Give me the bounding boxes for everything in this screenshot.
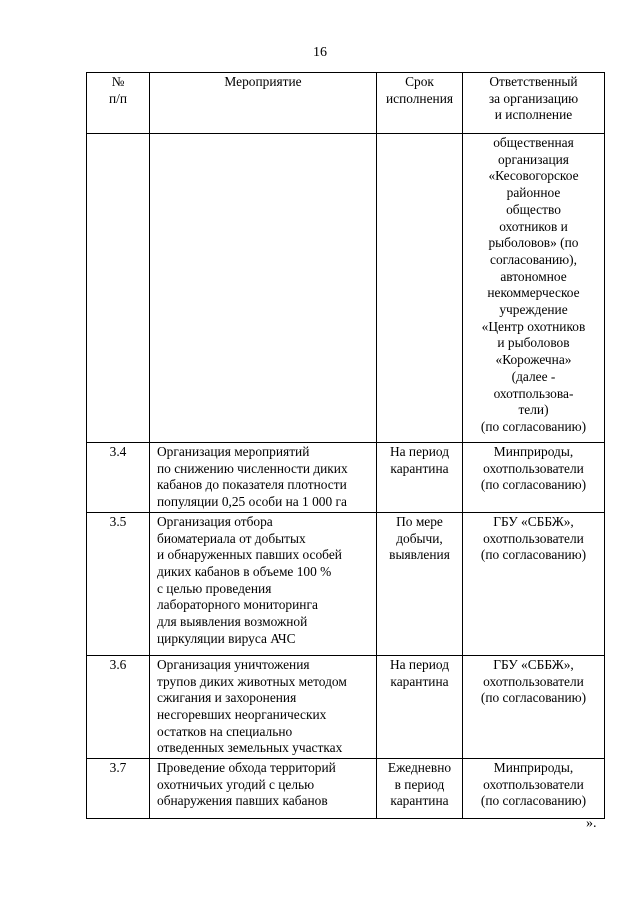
row-responsible bbox=[463, 443, 605, 513]
cell-line: районное bbox=[506, 185, 561, 201]
row-deadline bbox=[377, 512, 463, 655]
row-number bbox=[87, 134, 150, 443]
row-responsible bbox=[463, 655, 605, 758]
row-number: 3.5 bbox=[87, 512, 150, 655]
cell-line: некоммерческое bbox=[487, 285, 580, 301]
cell-line: и обнаруженных павших особей bbox=[157, 547, 342, 563]
cell-line: Срок bbox=[405, 74, 434, 89]
row-deadline bbox=[377, 655, 463, 758]
cell-line: кабанов до показателя плотности bbox=[157, 477, 347, 493]
cell-line: ГБУ «СББЖ», bbox=[493, 656, 574, 672]
cell-line: трупов диких животных методом bbox=[157, 673, 347, 689]
cell-line: На период bbox=[389, 656, 450, 672]
cell-line: биоматериала от добытых bbox=[157, 530, 306, 546]
cell-line: (по согласованию) bbox=[480, 418, 587, 434]
cell-line: с целью проведения bbox=[157, 580, 272, 596]
cell-line: (по согласованию) bbox=[480, 690, 587, 706]
cell-line: исполнения bbox=[385, 90, 454, 106]
cell-line: ГБУ «СББЖ», bbox=[493, 513, 574, 529]
cell-line: Организация уничтожения bbox=[157, 656, 310, 672]
cell-line: циркуляции вируса АЧС bbox=[157, 630, 296, 646]
cell-line: № bbox=[111, 74, 125, 89]
cell-line: за организацию bbox=[488, 90, 579, 106]
cell-line: охотничьих угодий с целью bbox=[157, 776, 315, 792]
cell-line: организация bbox=[498, 151, 569, 167]
closing-quote-mark: ». bbox=[586, 816, 597, 831]
cell-line: карантина bbox=[390, 793, 449, 809]
row-deadline bbox=[377, 759, 463, 819]
cell-line: охотпользова- bbox=[493, 385, 574, 401]
cell-line: (далее - bbox=[511, 368, 556, 384]
row-responsible bbox=[463, 759, 605, 819]
cell-line: учреждение bbox=[499, 302, 568, 318]
row-number: 3.7 bbox=[87, 759, 150, 819]
cell-line: «Центр охотников bbox=[481, 318, 586, 334]
cell-line: в период bbox=[394, 776, 445, 792]
cell-line: и рыболовов bbox=[497, 335, 570, 351]
cell-line: охотпользователи bbox=[483, 673, 584, 689]
table-row bbox=[87, 655, 605, 758]
cell-line: Ежедневно bbox=[387, 760, 452, 776]
table-row bbox=[87, 759, 605, 819]
row-event bbox=[150, 512, 377, 655]
cell-line: Организация мероприятий bbox=[157, 444, 310, 459]
cell-line: охотников и bbox=[499, 218, 568, 234]
cell-line: выявления bbox=[389, 547, 450, 563]
cell-line: Минприроды, bbox=[493, 444, 574, 459]
header-responsible bbox=[463, 73, 605, 134]
row-number: 3.4 bbox=[87, 443, 150, 513]
cell-line: охотпользователи bbox=[483, 460, 584, 476]
row-event bbox=[150, 759, 377, 819]
cell-line: п/п bbox=[108, 90, 128, 106]
cell-line: несгоревших неорганических bbox=[157, 706, 327, 722]
cell-line: «Кесовогорское bbox=[488, 168, 579, 184]
row-event bbox=[150, 655, 377, 758]
row-responsible bbox=[463, 512, 605, 655]
cell-line: тели) bbox=[518, 402, 549, 418]
cell-line: остатков на специально bbox=[157, 723, 293, 739]
cell-line: (по согласованию) bbox=[480, 793, 587, 809]
cell-line: Организация отбора bbox=[157, 513, 273, 529]
table-row bbox=[87, 443, 605, 513]
cell-line: согласованию), bbox=[490, 251, 577, 267]
cell-line: На период bbox=[389, 444, 450, 459]
header-event bbox=[150, 73, 377, 134]
cell-line: Ответственный bbox=[489, 74, 578, 89]
cell-line: и исполнение bbox=[494, 107, 573, 123]
cell-line: Мероприятие bbox=[224, 74, 302, 89]
cell-line: охотпользователи bbox=[483, 530, 584, 546]
cell-line: общество bbox=[506, 201, 561, 217]
cell-line: По мере bbox=[396, 513, 443, 529]
cell-line: «Корожечна» bbox=[495, 352, 572, 368]
cell-line: карантина bbox=[390, 460, 449, 476]
table-row bbox=[87, 512, 605, 655]
row-number: 3.6 bbox=[87, 655, 150, 758]
row-event bbox=[150, 134, 377, 443]
row-event bbox=[150, 443, 377, 513]
cell-line: по снижению численности диких bbox=[157, 460, 348, 476]
header-deadline bbox=[377, 73, 463, 134]
cell-line: диких кабанов в объеме 100 % bbox=[157, 563, 332, 579]
row-responsible bbox=[463, 134, 605, 443]
cell-line: отведенных земельных участках bbox=[157, 740, 343, 756]
cell-line: Минприроды, bbox=[493, 760, 574, 776]
cell-line: обнаружения павших кабанов bbox=[157, 793, 328, 809]
cell-line: рыболовов» (по bbox=[488, 235, 579, 251]
cell-line: карантина bbox=[390, 673, 449, 689]
table-header-row bbox=[87, 73, 605, 134]
header-number bbox=[87, 73, 150, 134]
cell-line: для выявления возможной bbox=[157, 614, 308, 630]
cell-line: Проведение обхода территорий bbox=[157, 760, 336, 776]
cell-line: популяции 0,25 особи на 1 000 га bbox=[157, 494, 347, 510]
cell-line: общественная bbox=[493, 135, 574, 150]
cell-line: автономное bbox=[500, 268, 567, 284]
cell-line: добычи, bbox=[396, 530, 443, 546]
row-deadline bbox=[377, 134, 463, 443]
cell-line: лабораторного мониторинга bbox=[157, 597, 318, 613]
measures-table bbox=[86, 72, 605, 819]
table-row bbox=[87, 134, 605, 443]
cell-line: охотпользователи bbox=[483, 776, 584, 792]
cell-line: (по согласованию) bbox=[480, 547, 587, 563]
cell-line: сжигания и захоронения bbox=[157, 690, 297, 706]
row-deadline bbox=[377, 443, 463, 513]
cell-line: (по согласованию) bbox=[480, 477, 587, 493]
page-number: 16 bbox=[313, 45, 327, 60]
